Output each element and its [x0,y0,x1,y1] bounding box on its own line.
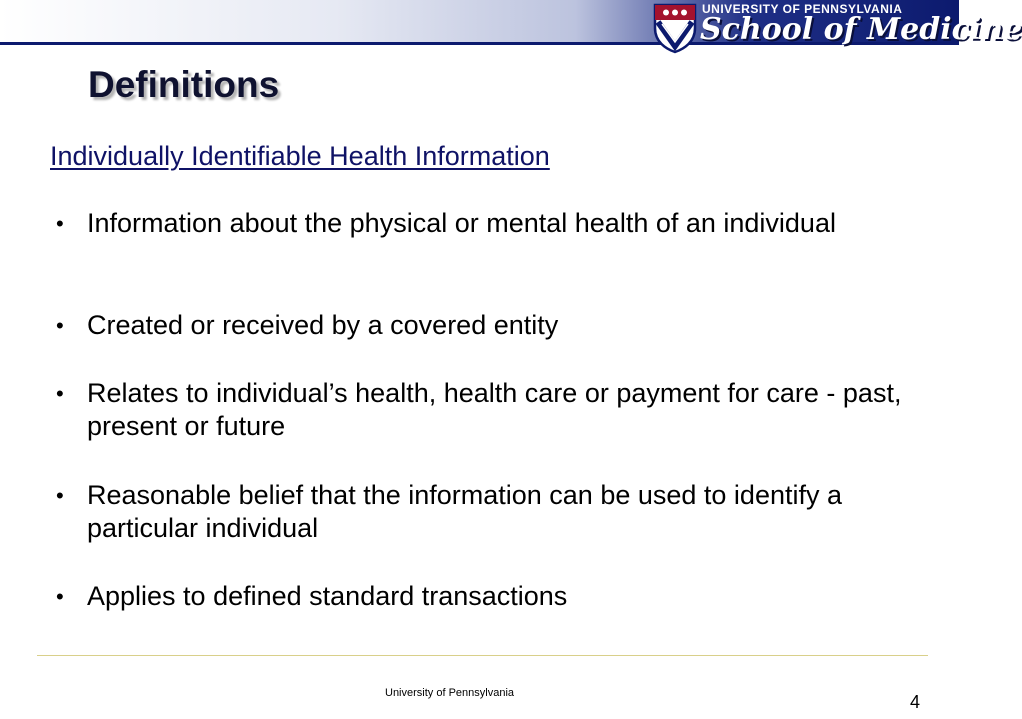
bullet-item [56,580,916,613]
bullet-item [56,207,916,240]
footer-divider [37,655,928,656]
school-name: School of Medicine [700,12,1022,47]
bullet-text: Created or received by a covered entity [87,310,559,340]
school-logo [644,0,1022,58]
bullet-text: Information about the physical or mental health of an individual [87,208,836,238]
bullet-marker: • [56,584,64,609]
bullet-marker: • [56,483,64,508]
page-number: 4 [910,692,921,712]
slide-title: Definitions [88,64,280,105]
bullet-marker: • [56,313,64,338]
bullet-item [56,309,916,342]
bullet-text: Relates to individual’s health, health care or payment for care - past, present or future [87,378,902,441]
penn-shield-icon [652,2,698,54]
footer-organization: University of Pennsylvania [385,687,515,699]
slide-subtitle: Individually Identifiable Health Information [50,141,550,171]
university-name: UNIVERSITY OF PENNSYLVANIA [702,2,903,16]
bullet-item [56,479,916,545]
bullet-item [56,377,916,443]
bullet-text: Applies to defined standard transactions [87,581,568,611]
bullet-text: Reasonable belief that the information can be used to identify a particular individual [87,480,842,543]
bullet-marker: • [56,381,64,406]
bullet-marker: • [56,211,64,236]
